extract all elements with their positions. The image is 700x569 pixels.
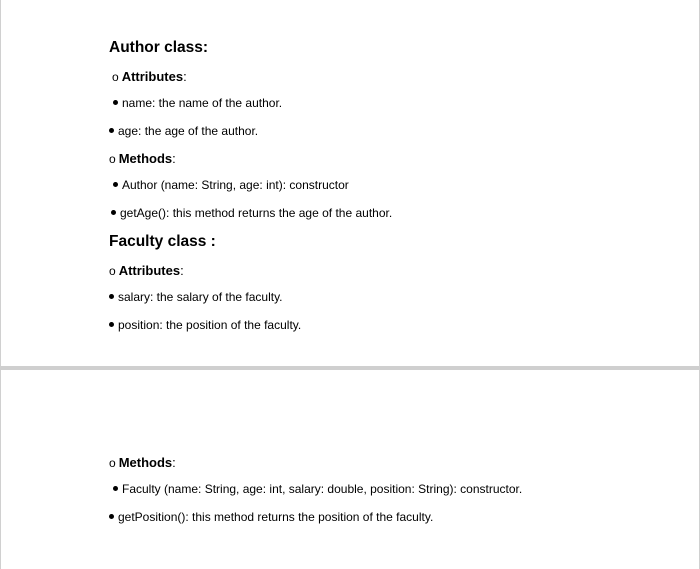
list-item-text: salary: the salary of the faculty. [118,290,283,304]
bullet-icon [109,322,114,327]
list-marker: o [109,152,116,166]
list-item [109,125,258,137]
list-item [111,207,392,219]
bullet-icon [109,294,114,299]
attributes-label: Attributes [118,263,181,278]
list-item-text: getAge(): this method returns the age of the author. [120,206,393,220]
label-colon: : [183,69,187,84]
list-marker: o [109,456,116,470]
list-item [113,483,522,495]
bullet-icon [109,514,114,519]
label-colon: : [172,151,176,166]
label-colon: : [172,455,176,470]
author-attributes-subheading [112,70,187,83]
faculty-class-heading: Faculty class : [109,233,216,250]
list-marker: o [109,264,116,278]
list-item-text: name: the name of the author. [122,96,283,110]
bullet-icon [111,210,116,215]
faculty-methods-subheading [109,456,176,469]
list-item [109,511,433,523]
faculty-attributes-subheading [109,264,184,277]
list-item [113,179,349,191]
bullet-icon [113,182,118,187]
bullet-icon [113,100,118,105]
document-page-2 [0,370,700,569]
bullet-icon [109,128,114,133]
methods-label: Methods [118,455,173,470]
list-item [113,97,282,109]
author-methods-subheading [109,152,176,165]
list-item-text: age: the age of the author. [118,124,259,138]
list-item-text: getPosition(): this method returns the position of the faculty. [118,510,434,524]
list-marker: o [112,70,119,84]
author-class-heading: Author class: [109,39,209,56]
attributes-label: Attributes [121,69,184,84]
list-item [109,291,283,303]
list-item [109,319,301,331]
list-item-text: position: the position of the faculty. [118,318,302,332]
bullet-icon [113,486,118,491]
list-item-text: Author (name: String, age: int): constructor [122,178,349,192]
methods-label: Methods [118,151,173,166]
label-colon: : [180,263,184,278]
list-item-text: Faculty (name: String, age: int, salary: double, position: String): constructor. [122,482,523,496]
